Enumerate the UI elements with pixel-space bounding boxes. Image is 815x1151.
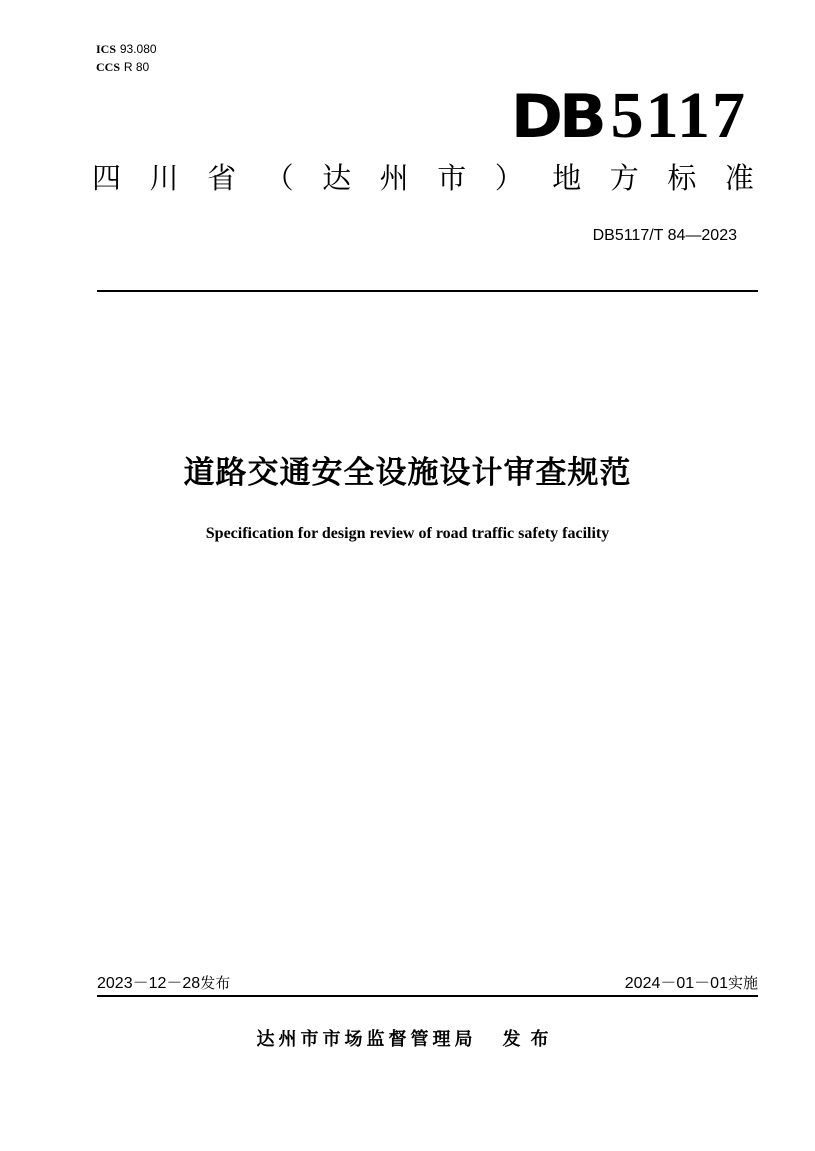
ccs-value: R 80 — [123, 60, 150, 74]
category-char: 方 — [609, 161, 639, 195]
category-char: ） — [494, 161, 524, 195]
issuer-organization: 达州市市场监督管理局 — [256, 1029, 477, 1050]
category-char: 州 — [379, 161, 409, 195]
footer-divider — [97, 995, 758, 997]
implement-date — [625, 973, 758, 994]
category-char: 四 — [92, 161, 122, 195]
category-char: 川 — [149, 161, 179, 195]
category-char: 标 — [667, 161, 697, 195]
header-divider — [97, 290, 758, 292]
title-chinese: 道路交通安全设施设计审查规范 — [183, 455, 632, 491]
standard-number: DB5117/T 84—2023 — [592, 227, 737, 244]
ccs-label: CCS — [96, 60, 121, 74]
implement-date-suffix: 实施 — [727, 974, 758, 992]
issuer-action: 发布 — [502, 1029, 559, 1050]
db-logo-letters: DB — [510, 82, 603, 152]
category-char: 地 — [552, 161, 582, 195]
standard-category — [92, 158, 754, 198]
ics-label: ICS — [96, 42, 117, 56]
implement-date-value: 2024－01－01 — [624, 975, 728, 992]
title-english: Specification for design review of road traffic safety facility — [205, 525, 610, 542]
category-char: （ — [264, 161, 294, 195]
publish-date — [97, 973, 230, 994]
db-logo-number: 5117 — [610, 79, 747, 152]
ccs-code — [96, 60, 149, 74]
category-char: 市 — [437, 161, 467, 195]
db-standard-logo — [510, 79, 747, 152]
category-char: 省 — [207, 161, 237, 195]
category-char: 准 — [724, 161, 754, 195]
publish-date-value: 2023－12－28 — [97, 975, 201, 992]
publish-date-suffix: 发布 — [200, 974, 231, 992]
ics-value: 93.080 — [119, 42, 157, 56]
category-char: 达 — [322, 161, 352, 195]
issuer — [0, 1028, 815, 1052]
ics-code — [96, 42, 157, 56]
